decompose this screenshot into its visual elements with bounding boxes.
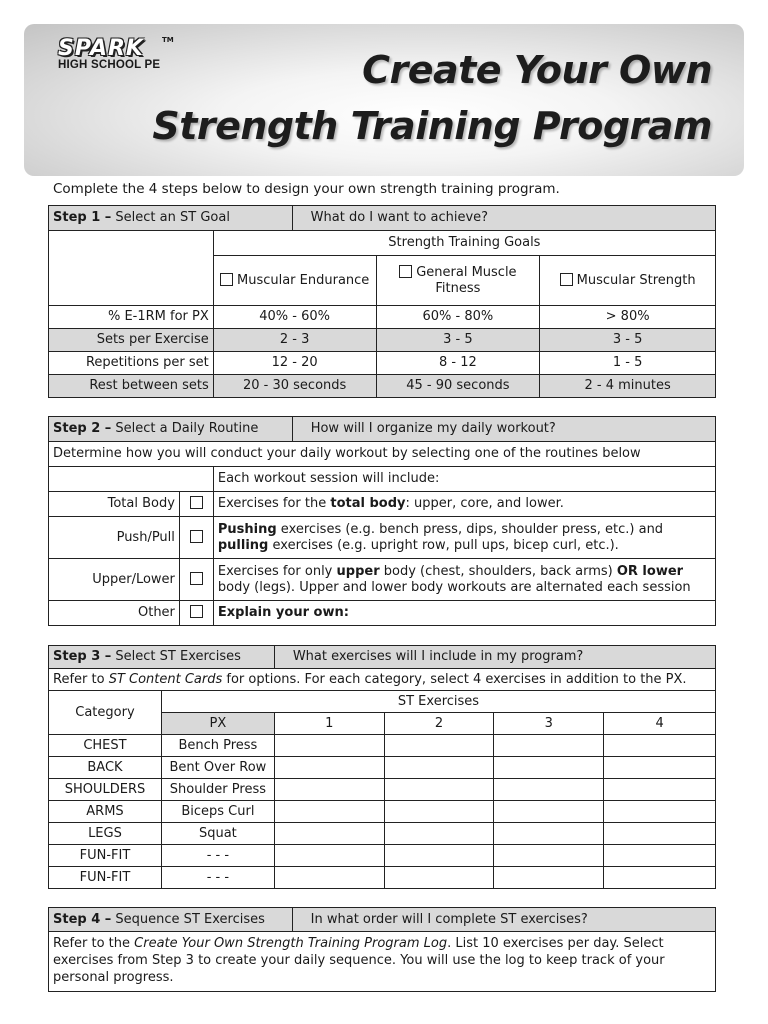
cell-value: 3 - 5 [540, 329, 716, 352]
px-cell: Biceps Curl [161, 801, 274, 823]
step2-empty-cell [49, 467, 214, 492]
page-title-line2: Strength Training Program [152, 104, 712, 148]
px-cell: - - - [161, 845, 274, 867]
step1-table [48, 205, 716, 398]
cell-value: 60% - 80% [376, 306, 540, 329]
exercise-cell[interactable] [384, 845, 494, 867]
exercise-cell[interactable] [274, 757, 384, 779]
step4-question: In what order will I complete ST exercises? [292, 908, 715, 932]
goals-header: Strength Training Goals [213, 231, 715, 256]
routine-push-pull [49, 517, 716, 559]
exercise-cell[interactable] [494, 867, 604, 889]
exercises-header: ST Exercises [161, 691, 715, 713]
exercise-cell[interactable] [604, 801, 716, 823]
routine-upper-lower [49, 559, 716, 601]
exercise-cell[interactable] [494, 845, 604, 867]
exercise-cell[interactable] [604, 757, 716, 779]
step3-instruction: Refer to ST Content Cards for options. For each category, select 4 exercises in addition to the PX. [49, 669, 716, 691]
row-label: % E-1RM for PX [49, 306, 214, 329]
step1-row-rest [49, 375, 716, 398]
step1-header-row [49, 206, 716, 231]
exercise-cell[interactable] [384, 779, 494, 801]
step4-header-row [49, 908, 716, 932]
step1-question: What do I want to achieve? [292, 206, 715, 231]
routine-checkbox[interactable] [179, 517, 213, 559]
cell-value: 2 - 3 [213, 329, 376, 352]
step3-table [48, 645, 716, 889]
category-cell: CHEST [49, 735, 162, 757]
routine-other [49, 601, 716, 626]
category-cell: FUN-FIT [49, 845, 162, 867]
exercise-cell[interactable] [274, 867, 384, 889]
step4-label: Step 4 – Sequence ST Exercises [49, 908, 293, 932]
column-header: 3 [494, 713, 604, 735]
px-cell: - - - [161, 867, 274, 889]
cell-value: 12 - 20 [213, 352, 376, 375]
routine-checkbox[interactable] [179, 601, 213, 626]
page-title-line1: Create Your Own [362, 48, 712, 92]
step1-goals-header-row [49, 231, 716, 256]
category-cell: FUN-FIT [49, 867, 162, 889]
checkbox-icon[interactable] [560, 273, 573, 286]
exercise-cell[interactable] [384, 823, 494, 845]
exercise-cell[interactable] [384, 735, 494, 757]
goal-general-muscle-fitness[interactable]: General Muscle Fitness [376, 256, 540, 306]
routine-name: Other [49, 601, 180, 626]
checkbox-icon[interactable] [190, 572, 203, 585]
routine-name: Total Body [49, 492, 180, 517]
exercise-cell[interactable] [274, 801, 384, 823]
cell-value: 45 - 90 seconds [376, 375, 540, 398]
routine-description: Pushing exercises (e.g. bench press, dips, shoulder press, etc.) and pulling exercises (e.g. upright row, pull ups, bicep curl, etc.). [213, 517, 715, 559]
cell-value: 20 - 30 seconds [213, 375, 376, 398]
category-cell: SHOULDERS [49, 779, 162, 801]
table-row [49, 757, 716, 779]
px-cell: Shoulder Press [161, 779, 274, 801]
exercise-cell[interactable] [274, 735, 384, 757]
exercise-cell[interactable] [604, 823, 716, 845]
px-cell: Bench Press [161, 735, 274, 757]
routine-checkbox[interactable] [179, 492, 213, 517]
step1-row-reps [49, 352, 716, 375]
exercise-cell[interactable] [604, 735, 716, 757]
exercise-cell[interactable] [604, 845, 716, 867]
step4-text-row [49, 932, 716, 992]
step3-question: What exercises will I include in my program? [274, 646, 715, 669]
category-cell: LEGS [49, 823, 162, 845]
table-row [49, 735, 716, 757]
checkbox-icon[interactable] [190, 530, 203, 543]
exercise-cell[interactable] [604, 867, 716, 889]
exercise-cell[interactable] [494, 801, 604, 823]
row-label: Rest between sets [49, 375, 214, 398]
cell-value: 2 - 4 minutes [540, 375, 716, 398]
cell-value: 1 - 5 [540, 352, 716, 375]
column-header: 4 [604, 713, 716, 735]
column-header: 1 [274, 713, 384, 735]
row-label: Sets per Exercise [49, 329, 214, 352]
step4-text: Refer to the Create Your Own Strength Training Program Log. List 10 exercises per day. Select exercises from Step 3 to create your daily sequence. You will use the log to keep track of your personal progress. [49, 932, 716, 992]
spark-logo [58, 36, 178, 71]
table-row [49, 867, 716, 889]
routine-name: Upper/Lower [49, 559, 180, 601]
cell-value: 3 - 5 [376, 329, 540, 352]
step1-row-e1rm [49, 306, 716, 329]
goal-muscular-strength[interactable]: Muscular Strength [540, 256, 716, 306]
exercise-cell[interactable] [274, 823, 384, 845]
category-cell: BACK [49, 757, 162, 779]
step2-label: Step 2 – Select a Daily Routine [49, 417, 293, 442]
row-label: Repetitions per set [49, 352, 214, 375]
checkbox-icon[interactable] [190, 496, 203, 509]
routine-description: Exercises for only upper body (chest, shoulders, back arms) OR lower body (legs). Upper and lower body workouts are alternated each session [213, 559, 715, 601]
px-cell: Bent Over Row [161, 757, 274, 779]
exercise-cell[interactable] [384, 801, 494, 823]
logo-word: SPARK [58, 36, 144, 61]
step3-label: Step 3 – Select ST Exercises [49, 646, 275, 669]
session-header: Each workout session will include: [213, 467, 715, 492]
cell-value: > 80% [540, 306, 716, 329]
step1-label: Step 1 – Select an ST Goal [49, 206, 293, 231]
step2-question: How will I organize my daily workout? [292, 417, 715, 442]
table-row [49, 801, 716, 823]
exercise-cell[interactable] [274, 779, 384, 801]
step3-col-group-row [49, 691, 716, 713]
step2-table [48, 416, 716, 626]
routine-total-body [49, 492, 716, 517]
step2-instruction: Determine how you will conduct your daily workout by selecting one of the routines below [49, 442, 716, 467]
step1-row-sets [49, 329, 716, 352]
goal-muscular-endurance[interactable]: Muscular Endurance [213, 256, 376, 306]
exercise-cell[interactable] [494, 735, 604, 757]
logo-subtitle: HIGH SCHOOL PE [58, 59, 161, 71]
column-header: 2 [384, 713, 494, 735]
table-row [49, 845, 716, 867]
column-header-px: PX [161, 713, 274, 735]
step1-empty-cell [49, 231, 214, 306]
step2-header-row [49, 417, 716, 442]
exercise-cell[interactable] [384, 757, 494, 779]
routine-description[interactable]: Explain your own: [213, 601, 715, 626]
exercise-cell[interactable] [604, 779, 716, 801]
category-cell: ARMS [49, 801, 162, 823]
exercise-cell[interactable] [494, 779, 604, 801]
px-cell: Squat [161, 823, 274, 845]
table-row [49, 823, 716, 845]
routine-name: Push/Pull [49, 517, 180, 559]
logo-trademark: TM [162, 36, 174, 44]
exercise-cell[interactable] [274, 845, 384, 867]
step3-instruction-row [49, 669, 716, 691]
cell-value: 40% - 60% [213, 306, 376, 329]
intro-text: Complete the 4 steps below to design your own strength training program. [53, 181, 560, 197]
table-row [49, 779, 716, 801]
step2-instruction-row [49, 442, 716, 467]
checkbox-icon[interactable] [220, 273, 233, 286]
exercise-cell[interactable] [384, 867, 494, 889]
step3-header-row [49, 646, 716, 669]
checkbox-icon[interactable] [190, 605, 203, 618]
checkbox-icon[interactable] [399, 265, 412, 278]
routine-description: Exercises for the total body: upper, core, and lower. [213, 492, 715, 517]
exercise-cell[interactable] [494, 823, 604, 845]
routine-checkbox[interactable] [179, 559, 213, 601]
exercise-cell[interactable] [494, 757, 604, 779]
category-header: Category [49, 691, 162, 735]
cell-value: 8 - 12 [376, 352, 540, 375]
step4-table [48, 907, 716, 992]
step2-session-header-row [49, 467, 716, 492]
